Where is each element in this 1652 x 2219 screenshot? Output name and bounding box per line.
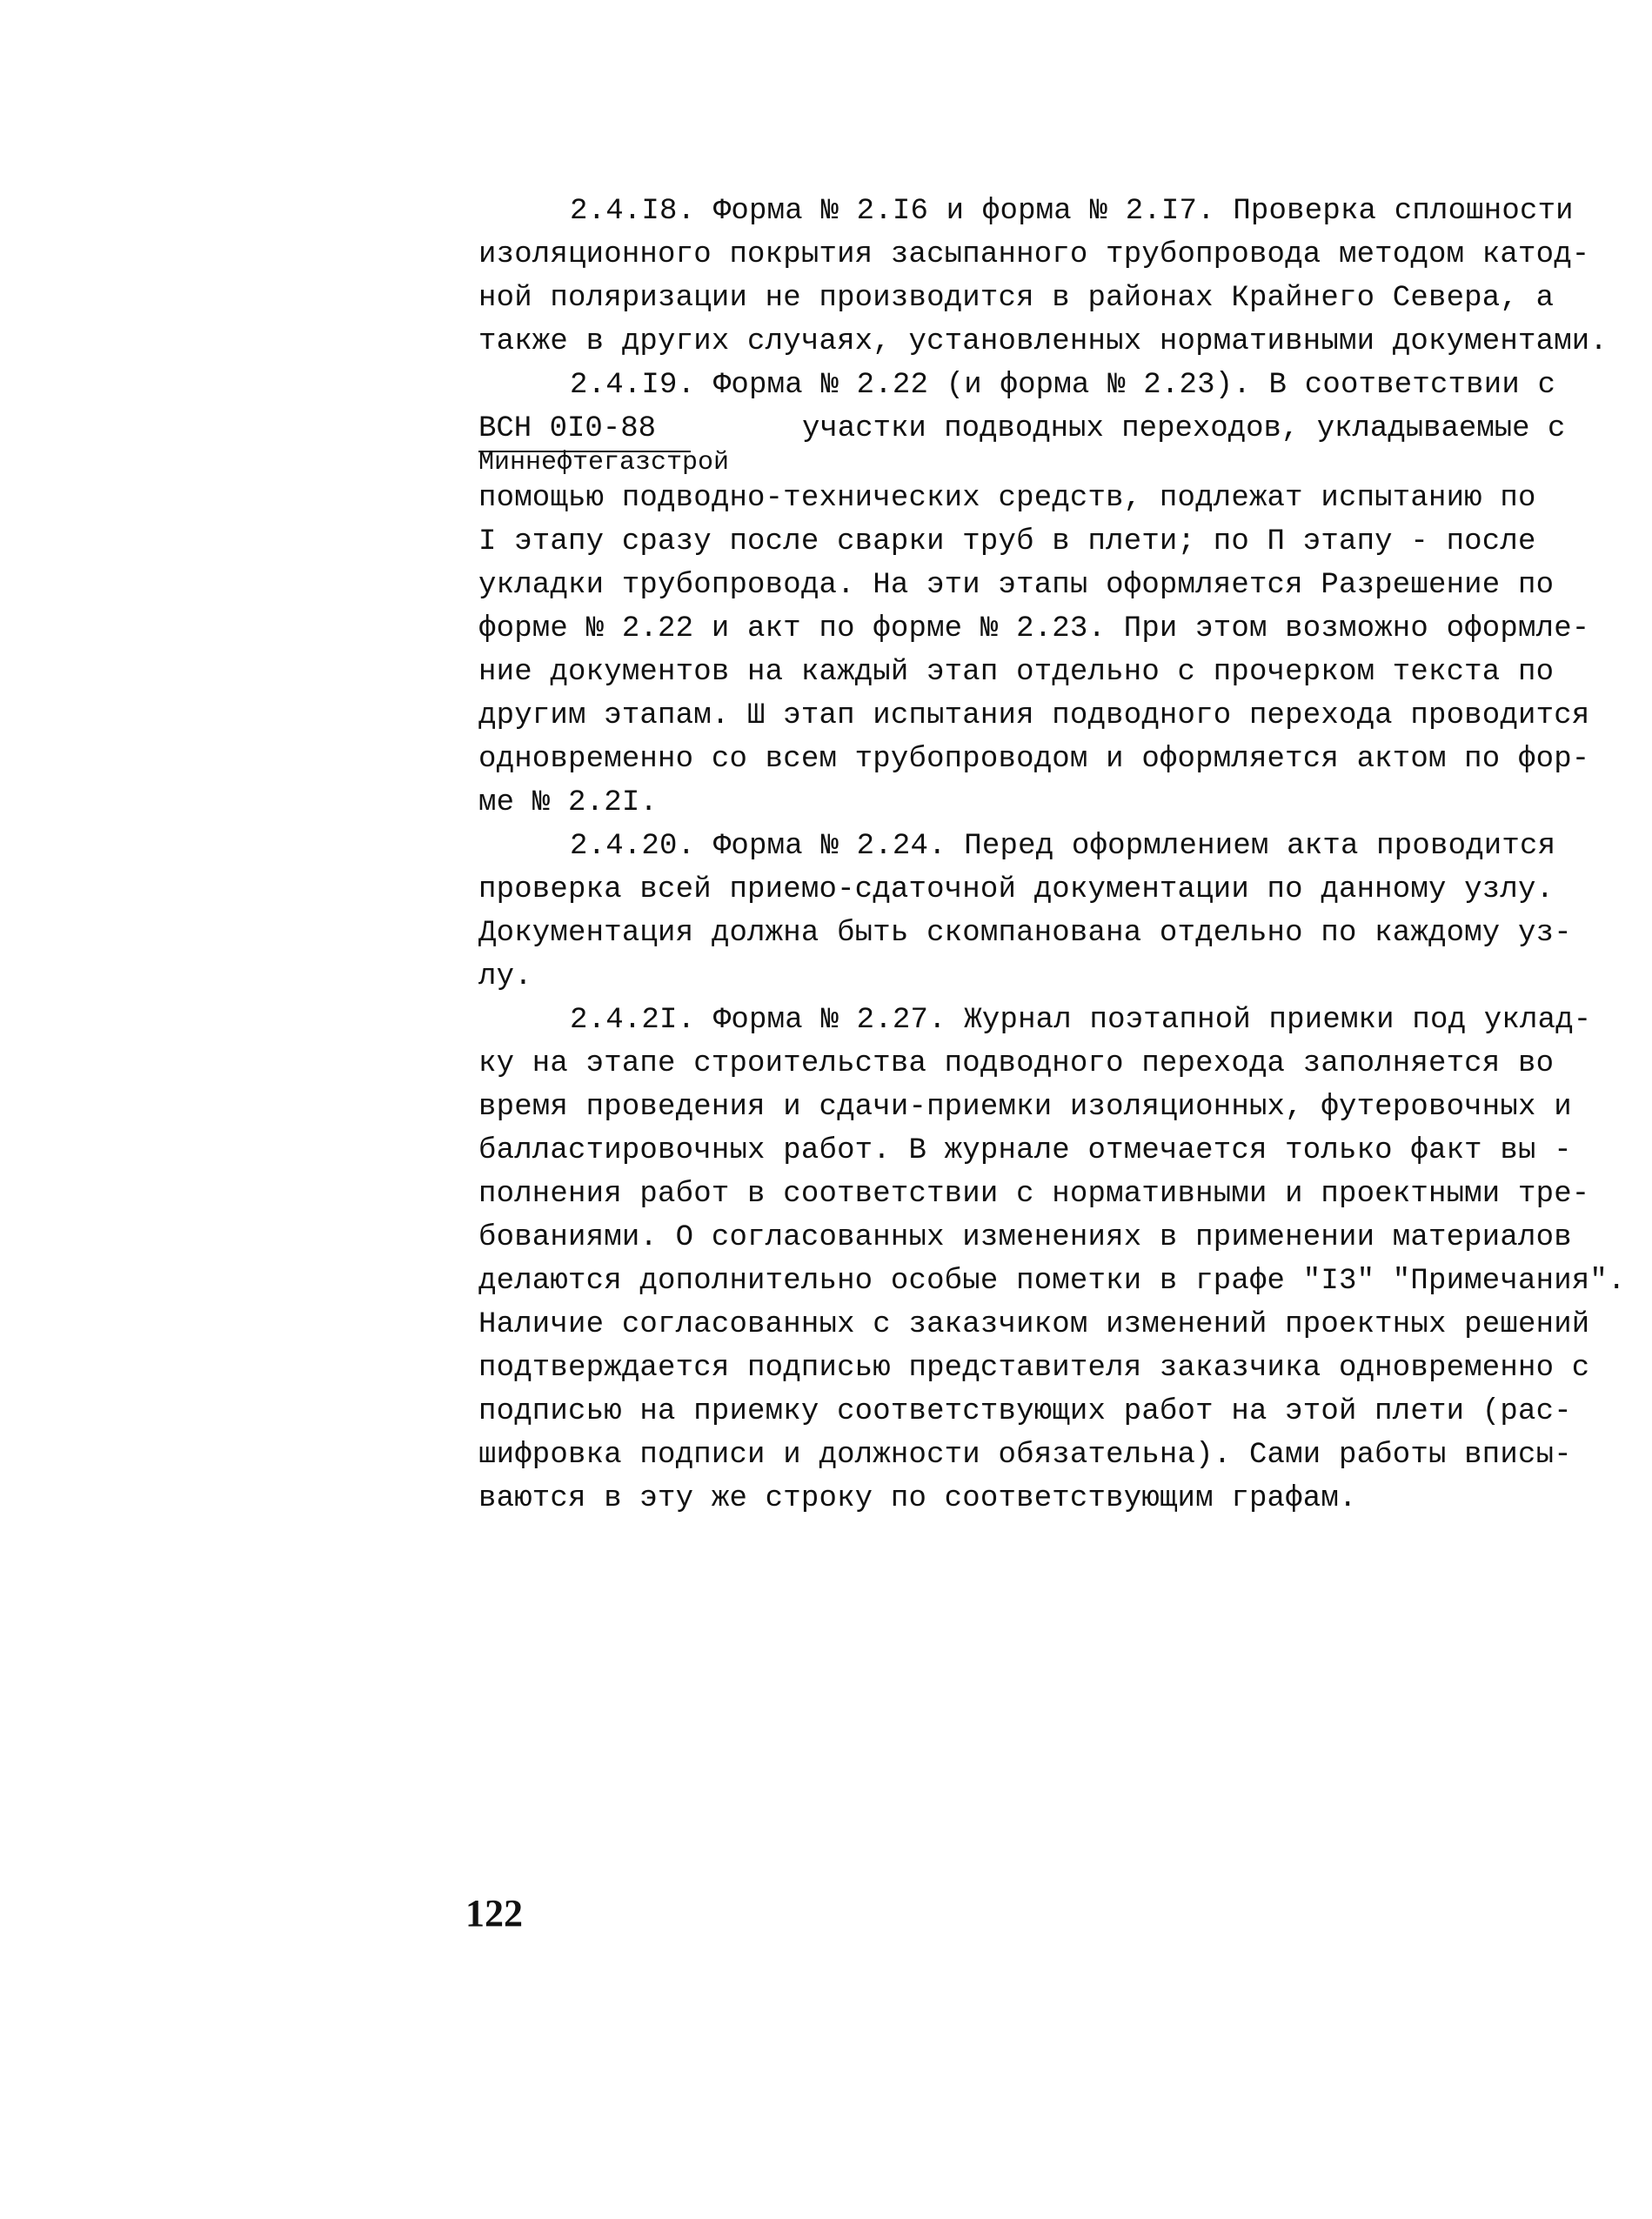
paragraph-2-4-18 xyxy=(478,190,1609,364)
text-line: ние документов на каждый этап отдельно с прочерком текста по xyxy=(478,656,1555,689)
normative-document-code: ВСН 0I0-88 xyxy=(478,407,691,452)
text-line: Документация должна быть скомпанована отдельно по каждому уз- xyxy=(478,917,1572,950)
text-line: помощью подводно-технических средств, подлежат испытанию по xyxy=(478,482,1536,515)
text-line: ку на этапе строительства подводного перехода заполняется во xyxy=(478,1047,1555,1080)
text-line: участки подводных переходов, укладываемые с xyxy=(802,412,1566,445)
paragraph-2-4-20 xyxy=(478,825,1572,999)
text-line: бованиями. О согласованных изменениях в применении материалов xyxy=(478,1221,1572,1254)
text-line: 2.4.2I. Форма № 2.27. Журнал поэтапной приемки под уклад- xyxy=(570,1004,1592,1037)
text-line: I этапу сразу после сварки труб в плети; по П этапу - после xyxy=(478,525,1536,558)
text-line: делаются дополнительно особые пометки в графе "I3" "Примечания". xyxy=(478,1265,1626,1298)
text-line: подписью на приемку соответствующих работ на этой плети (рас- xyxy=(478,1395,1572,1428)
text-line: время проведения и сдачи-приемки изоляционных, футеровочных и xyxy=(478,1091,1572,1124)
text-line: ваются в эту же строку по соответствующим графам. xyxy=(478,1482,1357,1515)
paragraph-2-4-21 xyxy=(478,999,1626,1521)
text-line: форме № 2.22 и акт по форме № 2.23. При этом возможно оформле- xyxy=(478,612,1590,645)
text-line: ной поляризации не производится в районах Крайнего Севера, а xyxy=(478,282,1555,315)
normative-reference-line xyxy=(478,407,1566,478)
text-line: 2.4.I8. Форма № 2.I6 и форма № 2.I7. Проверка сплошности xyxy=(570,195,1574,228)
text-line: балластировочных работ. В журнале отмечается только факт вы - xyxy=(478,1134,1572,1167)
issuing-authority: Миннефтегазстрой xyxy=(478,448,730,478)
paragraph-2-4-19 xyxy=(478,364,1590,825)
text-line: другим этапам. Ш этап испытания подводного перехода проводится xyxy=(478,699,1590,732)
text-line: также в других случаях, установленных нормативными документами. xyxy=(478,325,1609,358)
text-line: шифровка подписи и должности обязательна). Сами работы вписы- xyxy=(478,1439,1572,1472)
text-line: одновременно со всем трубопроводом и оформляется актом по фор- xyxy=(478,743,1590,776)
text-line: 2.4.20. Форма № 2.24. Перед оформлением акта проводится xyxy=(570,830,1556,863)
text-line: изоляционного покрытия засыпанного трубопровода методом катод- xyxy=(478,238,1590,271)
text-line: 2.4.I9. Форма № 2.22 (и форма № 2.23). В соответствии с xyxy=(570,369,1556,402)
text-line: лу. xyxy=(478,960,532,993)
document-body xyxy=(478,190,1626,1521)
text-line: проверка всей приемо-сдаточной документации по данному узлу. xyxy=(478,873,1555,906)
text-line: Наличие согласованных с заказчиком изменений проектных решений xyxy=(478,1308,1590,1341)
text-line: полнения работ в соответствии с нормативными и проектными тре- xyxy=(478,1178,1590,1211)
text-line: укладки трубопровода. На эти этапы оформляется Разрешение по xyxy=(478,569,1555,602)
text-line: ме № 2.2I. xyxy=(478,786,659,819)
text-line: подтверждается подписью представителя заказчика одновременно с xyxy=(478,1352,1590,1385)
page-number: 122 xyxy=(465,1892,523,1935)
